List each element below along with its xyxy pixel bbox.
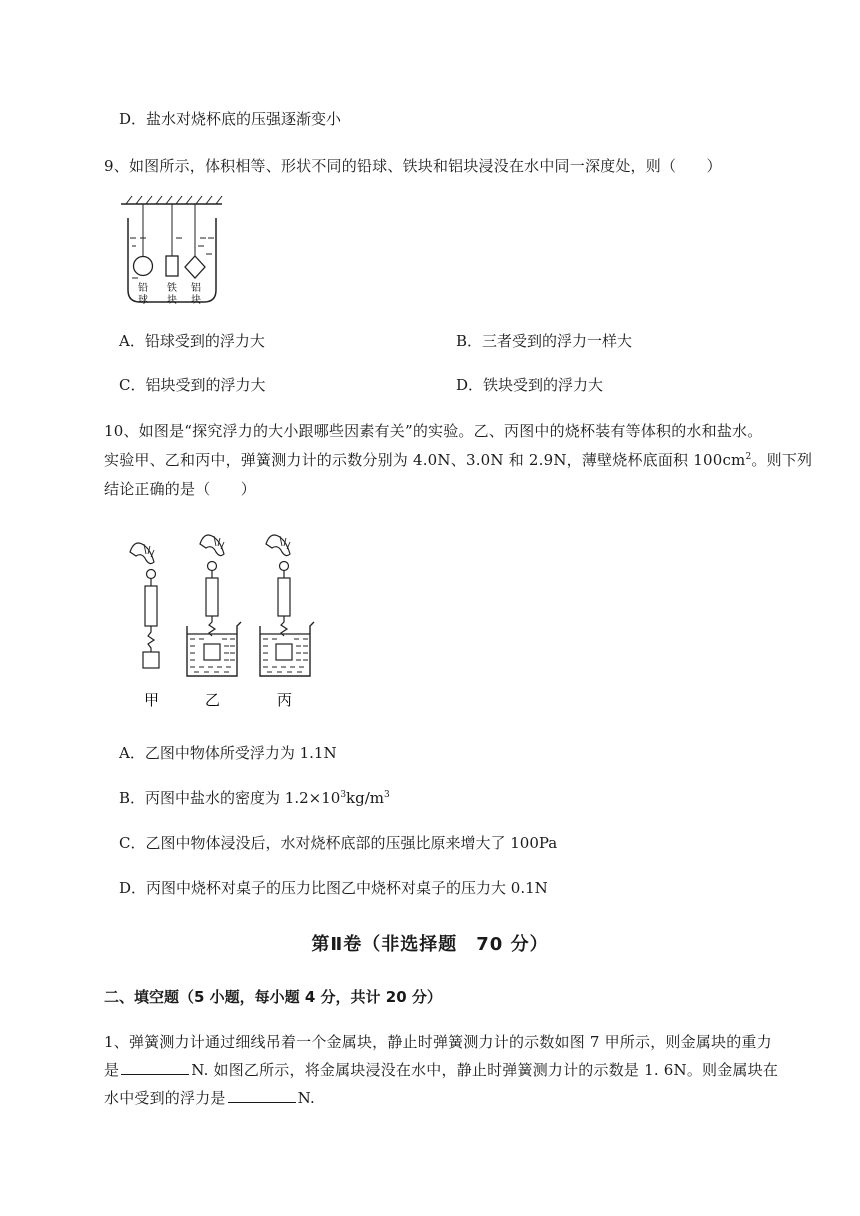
q10-label-jia: 甲 [144, 691, 160, 709]
q10-figure [124, 530, 324, 714]
q9-option-d: D．铁块受到的浮力大 [456, 376, 604, 394]
fill1-blank-2[interactable] [228, 1088, 296, 1103]
section-heading-fill: 二、填空题（5 小题，每小题 4 分，共计 20 分） [104, 988, 442, 1006]
q9-option-c: C．铝块受到的浮力大 [119, 376, 266, 394]
q10-label-yi: 乙 [205, 691, 221, 709]
q8-option-d: D．盐水对烧杯底的压强逐渐变小 [119, 110, 342, 128]
q10-stem-line2: 实验甲、乙和丙中，弹簧测力计的示数分别为 4.0N、3.0N 和 2.9N，薄壁烧杯底面积 $100cm^2$。则下列 [104, 451, 813, 469]
q9-label-4: 块 [167, 295, 177, 306]
q9-label-5: 铝 [191, 283, 201, 294]
q9-label-3: 铁 [167, 283, 177, 294]
q10-option-b: B．丙图中盐水的密度为 $1.2\times 10^3kg/m^3$ [119, 789, 390, 807]
q10-option-a: A．乙图中物体所受浮力为 1.1N [119, 744, 337, 762]
q9-label-2: 球 [138, 295, 148, 306]
q10-setup-jia [130, 543, 159, 668]
q10-setup-bing [260, 535, 314, 676]
q10-stem-line3: 结论正确的是（ ） [104, 480, 257, 498]
q9-stem: 9、如图所示，体积相等、形状不同的铅球、铁块和铝块浸没在水中同一深度处，则（ ） [104, 157, 722, 175]
q10-setup-yi [187, 535, 241, 676]
part2-title: 第Ⅱ卷（非选择题 70 分） [311, 934, 549, 955]
q9-label-6: 块 [191, 295, 201, 306]
q9-option-b: B．三者受到的浮力一样大 [456, 332, 633, 350]
q10-option-d: D．丙图中烧杯对桌子的压力比图乙中烧杯对桌子的压力大 0.1N [119, 879, 548, 897]
q10-label-bing: 丙 [277, 691, 293, 709]
fill1-blank-1[interactable] [121, 1060, 189, 1075]
fill1-line1: 1、弹簧测力计通过细线吊着一个金属块，静止时弹簧测力计的示数如图 7 甲所示，则金属块的重力 [104, 1033, 772, 1051]
q10-option-c: C．乙图中物体浸没后，水对烧杯底部的压强比原来增大了 100Pa [119, 834, 558, 852]
q9-figure [118, 190, 226, 308]
q9-option-a: A．铅球受到的浮力大 [119, 332, 265, 350]
q9-label-1: 铅 [138, 283, 148, 294]
fill1-line3: 水中受到的浮力是 N. [104, 1089, 315, 1107]
fill1-line2: 是 N. 如图乙所示，将金属块浸没在水中，静止时弹簧测力计的示数是 1. 6N。则金属块在 [104, 1061, 779, 1079]
q10-stem-line1: 10、如图是“探究浮力的大小跟哪些因素有关”的实验。乙、丙图中的烧杯装有等体积的水和盐水。 [104, 422, 763, 440]
